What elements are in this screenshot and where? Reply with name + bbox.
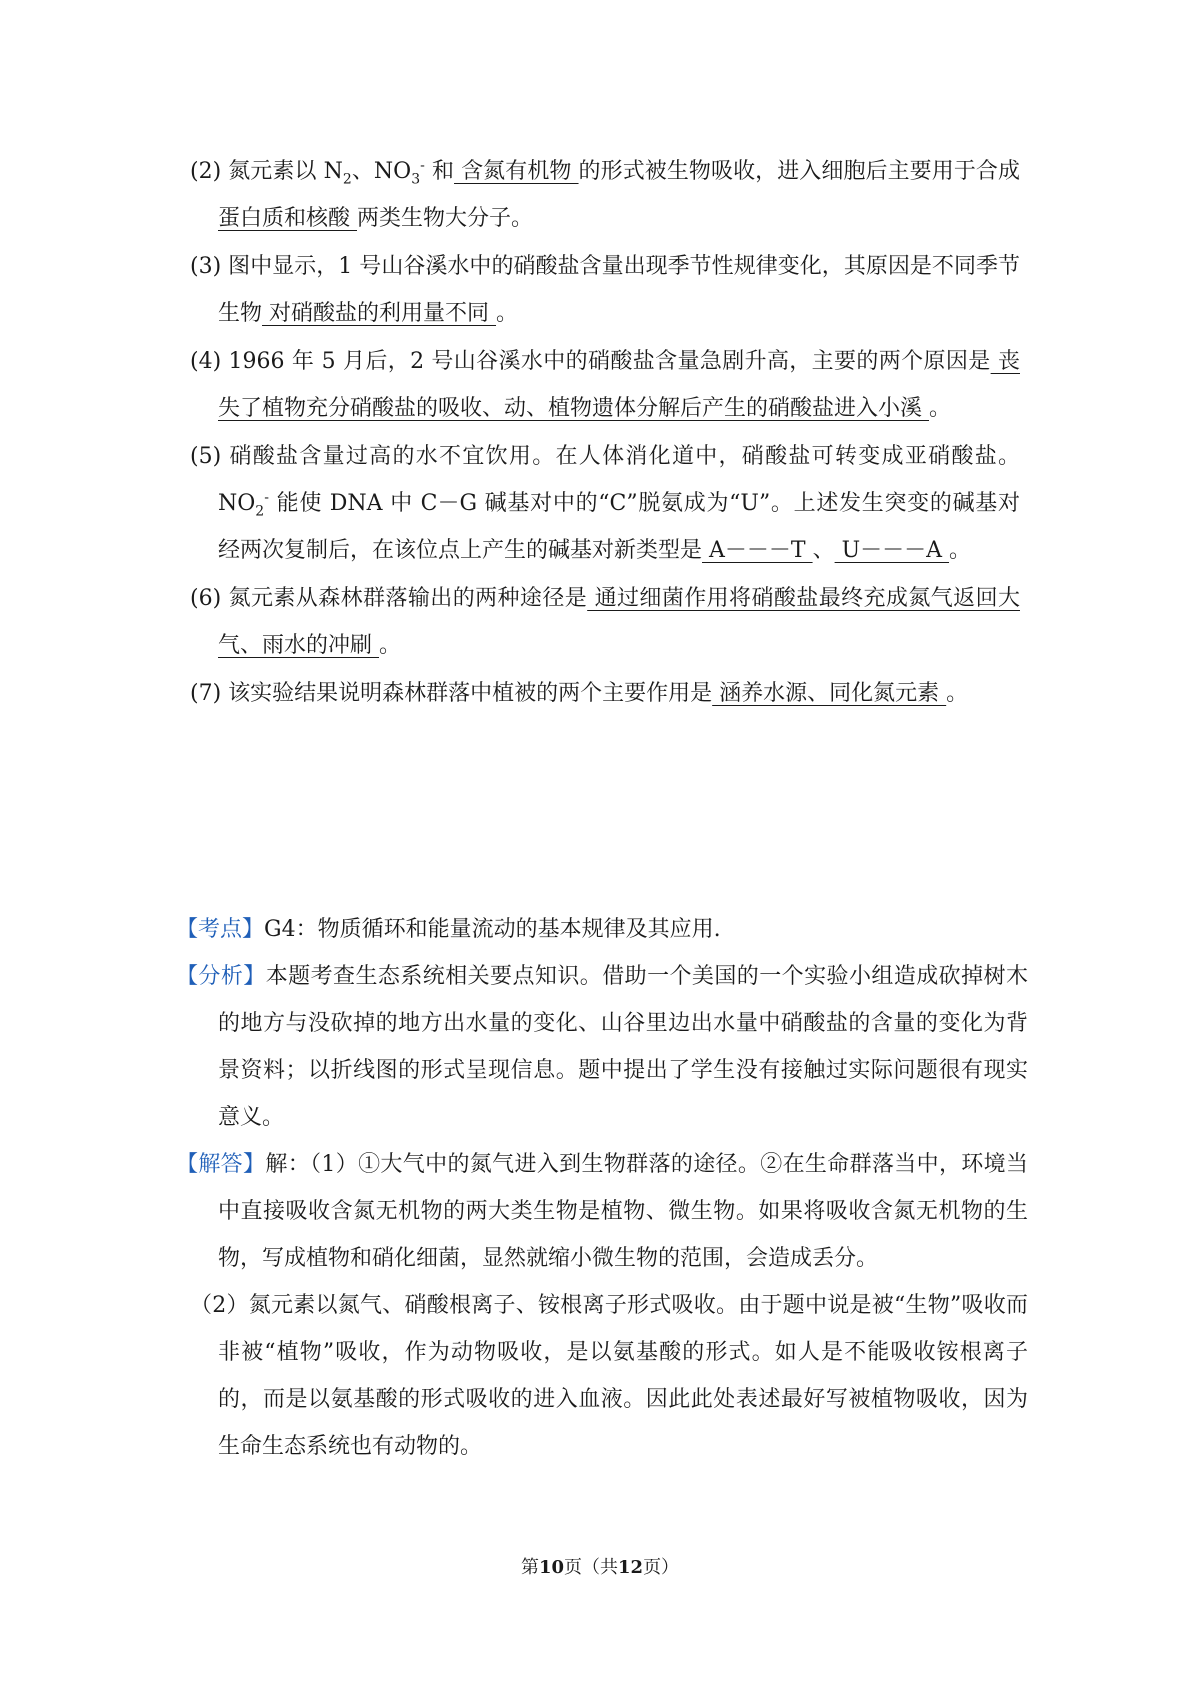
kaodian-tag: 【考点】 bbox=[176, 917, 265, 942]
jieda-paragraph-2 bbox=[176, 1282, 1028, 1470]
q6-answer: 通过细菌作用将硝酸盐最终充成氮气返回大气、雨水的冲刷 bbox=[218, 586, 1020, 658]
fenxi-block bbox=[176, 953, 1028, 1141]
kaodian-block bbox=[176, 906, 1028, 953]
q5-answer-2: U－－－A bbox=[834, 538, 950, 563]
q4-text-b: 。 bbox=[929, 396, 952, 421]
question-list bbox=[190, 148, 1020, 718]
kaodian-text: G4：物质循环和能量流动的基本规律及其应用. bbox=[264, 917, 721, 942]
q5-text-b: 能使 DNA 中 C－G 碱基对中的“C”脱氨成为“U”。上述发生突变的碱基对经两次复制后，在该位点上产生的碱基对新类型是 bbox=[218, 491, 1020, 563]
jieda-block bbox=[176, 1141, 1028, 1282]
q7-answer: 涵养水源、同化氮元素 bbox=[712, 681, 947, 706]
q2-n2-subscript: 2 bbox=[342, 171, 352, 188]
solution-section bbox=[176, 906, 1028, 1470]
q6-text-a: (6) 氮元素从森林群落输出的两种途径是 bbox=[190, 586, 588, 611]
q2-no3-subscript: 3 bbox=[411, 171, 421, 188]
question-6 bbox=[190, 575, 1020, 669]
jieda-tag: 【解答】 bbox=[176, 1152, 266, 1177]
q5-no2-subscript: 2 bbox=[255, 503, 265, 520]
footer-suffix: 页） bbox=[643, 1557, 680, 1578]
question-3 bbox=[190, 243, 1020, 337]
q2-text-d: 的形式被生物吸收，进入细胞后主要用于合成 bbox=[578, 159, 1020, 184]
q2-text-c: 和 bbox=[424, 159, 455, 184]
q4-text-a: (4) 1966 年 5 月后，2 号山谷溪水中的硝酸盐含量急剧升高，主要的两个原因是 bbox=[190, 349, 991, 374]
question-2 bbox=[190, 148, 1020, 242]
q5-text-a: (5) 硝酸盐含量过高的水不宜饮用。在人体消化道中，硝酸盐可转变成亚硝酸盐。NO bbox=[190, 444, 1020, 516]
question-5 bbox=[190, 433, 1020, 574]
jieda-text: 解：（1）①大气中的氮气进入到生物群落的途径。②在生命群落当中，环境当中直接吸收含氮无机物的两大类生物是植物、微生物。如果将吸收含氮无机物的生物，写成植物和硝化细菌，显然就缩小微生物的范围，会造成丢分。 bbox=[218, 1152, 1028, 1271]
q7-text-a: (7) 该实验结果说明森林群落中植被的两个主要作用是 bbox=[190, 681, 713, 706]
question-7 bbox=[190, 670, 1020, 717]
q3-text-a: (3) 图中显示，1 号山谷溪水中的硝酸盐含量出现季节性规律变化，其原因是不同季节生物 bbox=[190, 254, 1020, 326]
q3-answer: 对硝酸盐的利用量不同 bbox=[262, 301, 497, 326]
q5-no2-superscript: - bbox=[264, 489, 269, 506]
footer-total-pages: 12 bbox=[618, 1557, 644, 1578]
footer-page-number: 10 bbox=[538, 1557, 564, 1578]
page-footer bbox=[0, 1556, 1200, 1580]
fenxi-text: 本题考查生态系统相关要点知识。借助一个美国的一个实验小组造成砍掉树木的地方与没砍掉的地方出水量的变化、山谷里边出水量中硝酸盐的含量的变化为背景资料；以折线图的形式呈现信息。题中提出了学生没有接触过实际问题很有现实意义。 bbox=[218, 964, 1028, 1130]
q6-text-b: 。 bbox=[379, 633, 402, 658]
q5-separator: 、 bbox=[812, 538, 835, 563]
q2-answer-1: 含氮有机物 bbox=[454, 159, 579, 184]
q2-answer-2: 蛋白质和核酸 bbox=[218, 206, 357, 231]
q2-text-b: 、NO bbox=[351, 159, 412, 184]
footer-prefix: 第 bbox=[520, 1557, 539, 1578]
q2-no3-superscript: - bbox=[420, 157, 425, 174]
q4-answer: 丧失了植物充分硝酸盐的吸收、动、植物遗体分解后产生的硝酸盐进入小溪 bbox=[218, 349, 1020, 421]
fenxi-tag: 【分析】 bbox=[176, 964, 266, 989]
q5-answer-1: A－－－T bbox=[702, 538, 813, 563]
q7-text-b: 。 bbox=[946, 681, 969, 706]
q2-text-a: (2) 氮元素以 N bbox=[190, 159, 343, 184]
question-4 bbox=[190, 338, 1020, 432]
q5-text-c: 。 bbox=[949, 538, 972, 563]
footer-middle: 页（共 bbox=[564, 1557, 618, 1578]
q2-text-e: 两类生物大分子。 bbox=[357, 206, 534, 231]
jieda-para2-text: （2）氮元素以氮气、硝酸根离子、铵根离子形式吸收。由于题中说是被“生物”吸收而非被“植物”吸收，作为动物吸收，是以氨基酸的形式。如人是不能吸收铵根离子的，而是以氨基酸的形式吸收的进入血液。因此此处表述最好写被植物吸收，因为生命生态系统也有动物的。 bbox=[190, 1293, 1028, 1459]
q3-text-b: 。 bbox=[496, 301, 519, 326]
